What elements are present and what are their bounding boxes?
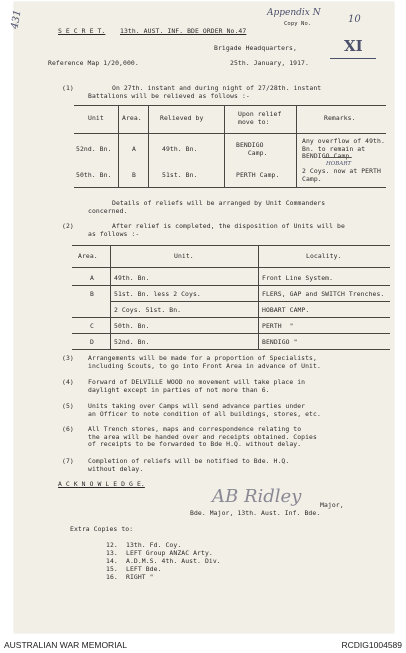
list-item-number: 13.	[106, 549, 118, 557]
table-cell: 49th. Bn.	[114, 274, 150, 282]
details-text: concerned.	[88, 207, 128, 215]
signature-line: Bde. Major, 13th. Aust. Inf. Bde.	[190, 509, 321, 517]
table-cell: 51st. Bn. less 2 Coys.	[114, 290, 201, 298]
table-cell: Front Line System.	[262, 274, 334, 282]
para-number: (6)	[62, 425, 74, 433]
list-item-number: 16.	[106, 573, 118, 581]
table-cell: A	[132, 145, 136, 153]
column-header: Area.	[122, 114, 142, 122]
appendix-annotation	[267, 8, 321, 18]
document-page	[9, 2, 394, 633]
para-number: (4)	[62, 378, 74, 386]
table-cell: 2 Coys. now at PERTH Camp.	[302, 167, 381, 183]
table-cell: D	[90, 338, 94, 346]
list-item: A.D.M.S. 4th. Aust. Div.	[126, 557, 221, 565]
list-item-number: 14.	[106, 557, 118, 565]
column-header: Unit.	[174, 252, 194, 260]
table-cell: 51st. Bn.	[162, 171, 198, 179]
para-text: Completion of reliefs will be notified to Bde. H.Q. without delay.	[88, 457, 290, 473]
para-text: After relief is completed, the disposition of Units will be	[112, 222, 345, 230]
list-item: LEFT Bde.	[126, 565, 162, 573]
copy-number-label: Copy No.	[284, 21, 312, 27]
strikethrough	[323, 157, 351, 158]
table-cell: 52nd. Bn.	[114, 338, 150, 346]
column-header: Relieved by	[160, 114, 204, 122]
map-reference: Reference Map 1/20,000.	[48, 59, 139, 67]
table-cell: B	[90, 290, 94, 298]
table-cell: 49th. Bn.	[162, 145, 198, 153]
list-item: LEFT Group ANZAC Arty.	[126, 549, 213, 557]
handwritten-correction: HOBART	[326, 161, 352, 167]
column-header: Remarks.	[324, 114, 356, 122]
signature-rank: Major,	[320, 501, 344, 509]
secret-heading: S E C R E T.	[58, 27, 106, 35]
para-text: On 27th. instant and during night of 27/28th. instant	[112, 84, 322, 92]
table-cell: 52nd. Bn.	[76, 145, 112, 153]
list-item-number: 12.	[106, 541, 118, 549]
list-item: RIGHT "	[126, 573, 154, 581]
para-number: (2)	[62, 222, 74, 230]
table-cell: 2 Coys. 51st. Bn.	[114, 306, 182, 314]
sheet-mark: XI	[344, 37, 363, 55]
column-header: Locality.	[306, 252, 342, 260]
column-header: Area.	[78, 252, 98, 260]
para-number: (7)	[62, 457, 74, 465]
signature-image: AB Ridley	[212, 486, 302, 507]
acknowledge: A C K N O W L E D G E.	[58, 480, 145, 488]
list-item: 13th. Fd. Coy.	[126, 541, 182, 549]
table-cell: FLERS, GAP and SWITCH Trenches.	[262, 290, 385, 298]
column-header: Unit	[88, 114, 104, 122]
para-text: All Trench stores, maps and correspondence relating to the area will be handed over and receipts obtained. Copies of receipts to be forwarded to Bde H.Q. without delay.	[88, 425, 317, 449]
appendix-label: Appendix N	[267, 8, 321, 18]
page-number-annotation: 431	[9, 9, 24, 30]
issuer: Brigade Headquarters,	[214, 44, 297, 52]
sheet-mark-underline	[330, 58, 376, 59]
table-cell: PERTH Camp.	[236, 171, 280, 179]
para-text: Forward of DELVILLE WOOD no movement will take place in daylight except in parties of not more than 6.	[88, 378, 306, 394]
table-cell: 50th. Bn.	[114, 322, 150, 330]
table-cell: 50th. Bn.	[76, 171, 112, 179]
list-item-number: 15.	[106, 565, 118, 573]
table-cell: BENDIGO Camp.	[236, 141, 268, 157]
order-title: 13th. AUST. INF. BDE ORDER No.47	[120, 27, 247, 35]
table-cell: B	[132, 171, 136, 179]
table-cell: C	[90, 322, 94, 330]
para-number: (5)	[62, 402, 74, 410]
table-cell: Any overflow of 49th. Bn. to remain at BENDIGO Camp.	[302, 137, 385, 161]
table-cell: HOBART CAMP.	[262, 306, 310, 314]
para-number: (1)	[62, 84, 74, 92]
appendix-number: 10	[348, 14, 361, 25]
column-header: Upon relief move to:	[238, 110, 282, 126]
table-cell: BENDIGO "	[262, 338, 298, 346]
archive-footer-left: AUSTRALIAN WAR MEMORIAL	[4, 640, 127, 650]
para-text: as follows :-	[88, 230, 140, 238]
archive-footer-right: RCDIG1004589	[341, 640, 402, 650]
para-number: (3)	[62, 354, 74, 362]
table-cell: A	[90, 274, 94, 282]
para-text: Arrangements will be made for a proportion of Specialists, including Scouts, to go into Front Area in advance of Unit.	[88, 354, 321, 370]
details-text: Details of reliefs will be arranged by Unit Commanders	[112, 199, 326, 207]
para-text: Battalions will be relieved as follows :-	[88, 92, 250, 100]
order-date: 25th. January, 1917.	[230, 59, 309, 67]
para-text: Units taking over Camps will send advance parties under an Officer to note condition of all buildings, stores, etc.	[88, 402, 321, 418]
extra-copies-title: Extra Copies to:	[70, 525, 134, 533]
table-cell: PERTH "	[262, 322, 294, 330]
